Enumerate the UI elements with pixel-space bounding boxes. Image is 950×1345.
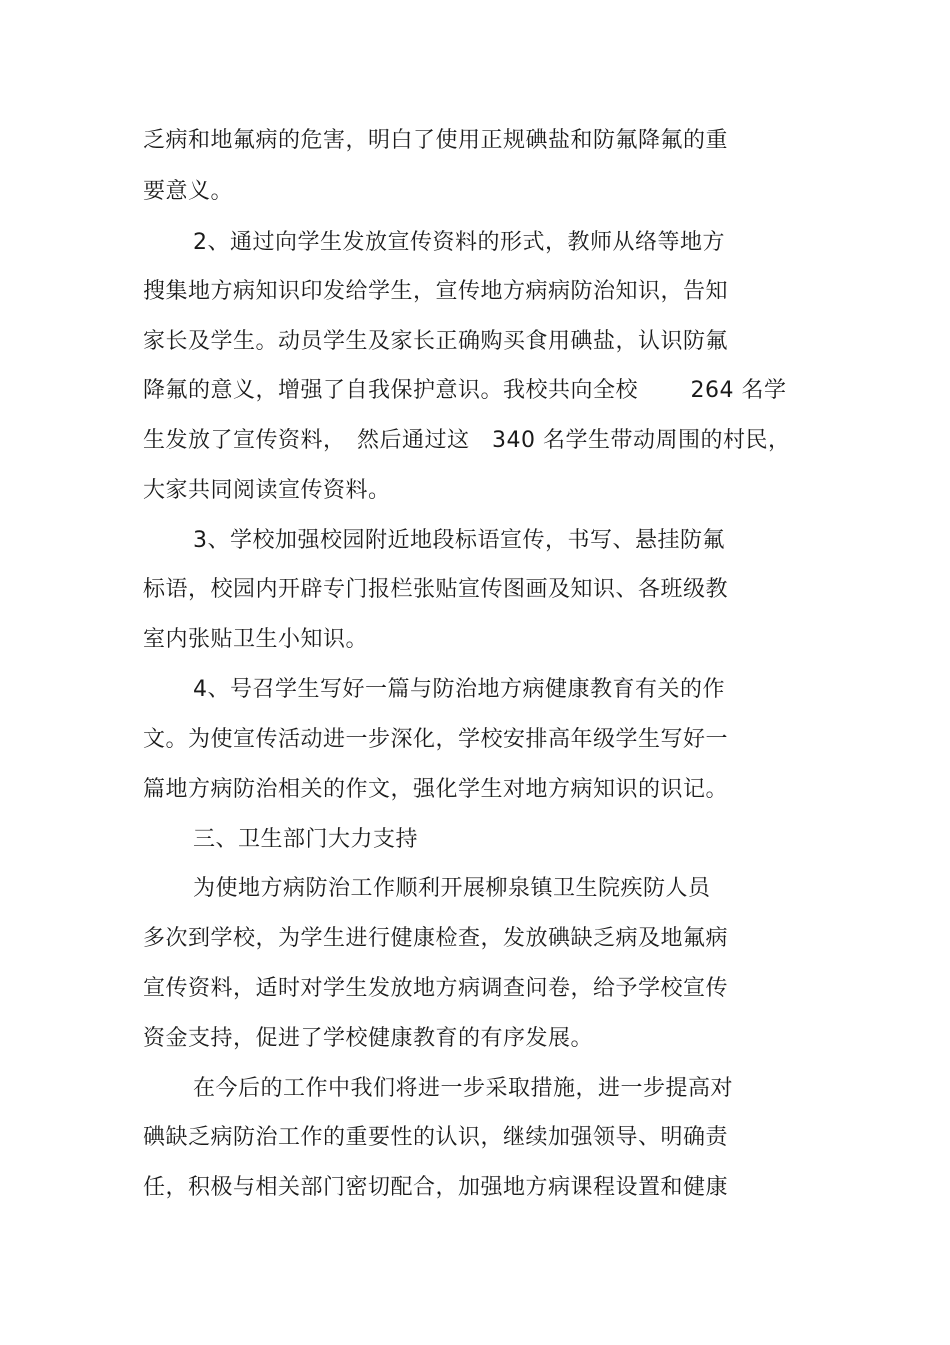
text-line: 室内张贴卫生小知识。 <box>143 627 369 652</box>
text-line: 要意义。 <box>143 179 234 204</box>
text-line: 碘缺乏病防治工作的重要性的认识，继续加强领导、明确责 <box>143 1125 729 1150</box>
text-line: 多次到学校，为学生进行健康检查，发放碘缺乏病及地氟病 <box>143 926 729 951</box>
text-line: 乏病和地氟病的危害，明白了使用正规碘盐和防氟降氟的重 <box>143 128 729 153</box>
text-line: 生发放了宣传资料， 然后通过这 340 名学生带动周围的村民， <box>143 428 791 453</box>
text-line: 文。为使宣传活动进一步深化，学校安排高年级学生写好一 <box>143 727 729 752</box>
text-line: 标语，校园内开辟专门报栏张贴宣传图画及知识、各班级教 <box>143 577 729 602</box>
text-line: 篇地方病防治相关的作文，强化学生对地方病知识的识记。 <box>143 777 729 802</box>
section-heading: 三、卫生部门大力支持 <box>193 827 419 852</box>
text-line: 家长及学生。动员学生及家长正确购买食用碘盐，认识防氟 <box>143 329 729 354</box>
text-line: 搜集地方病知识印发给学生，宣传地方病病防治知识，告知 <box>143 279 729 304</box>
text-line: 资金支持，促进了学校健康教育的有序发展。 <box>143 1026 594 1051</box>
text-line: 降氟的意义，增强了自我保护意识。我校共向全校 264 名学 <box>143 378 787 403</box>
paragraph-first-line: 为使地方病防治工作顺利开展柳泉镇卫生院疾防人员 <box>193 876 711 901</box>
text-line: 宣传资料，适时对学生发放地方病调查问卷，给予学校宣传 <box>143 976 729 1001</box>
text-line: 大家共同阅读宣传资料。 <box>143 478 391 503</box>
paragraph-first-line: 4、号召学生写好一篇与防治地方病健康教育有关的作 <box>193 677 725 702</box>
paragraph-first-line: 2、通过向学生发放宣传资料的形式，教师从络等地方 <box>193 230 725 255</box>
paragraph-first-line: 在今后的工作中我们将进一步采取措施，进一步提高对 <box>193 1076 734 1101</box>
paragraph-first-line: 3、学校加强校园附近地段标语宣传，书写、悬挂防氟 <box>193 528 725 553</box>
text-line: 任，积极与相关部门密切配合，加强地方病课程设置和健康 <box>143 1175 729 1200</box>
